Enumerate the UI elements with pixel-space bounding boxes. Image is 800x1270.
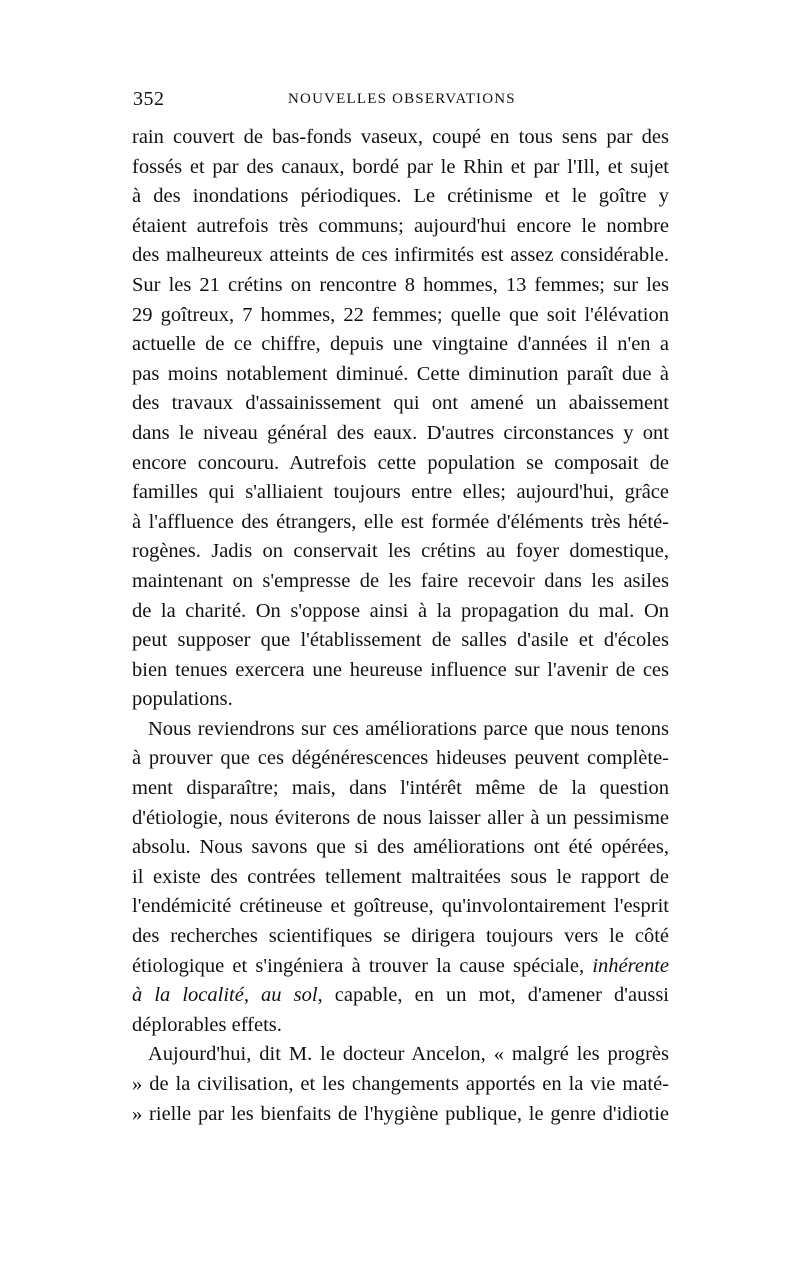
text-line: ment disparaître; mais, dans l'intérêt même de la question — [132, 777, 669, 800]
text-line: » de la civilisation, et les changements apportés en la vie maté- — [132, 1073, 669, 1095]
text-line: Nous reviendrons sur ces améliorations parce que nous tenons — [148, 717, 669, 740]
running-title: NOUVELLES OBSERVATIONS — [288, 91, 516, 107]
text-line: encore concouru. Autrefois cette population se composait de — [132, 451, 669, 474]
text-line: » rielle par les bienfaits de l'hygiène publique, le genre d'idiotie — [132, 1102, 669, 1125]
text-line: peut supposer que l'établissement de salles d'asile et d'écoles — [132, 629, 669, 652]
text-line: des travaux d'assainissement qui ont amené un abaissement — [132, 392, 669, 415]
page-number: 352 — [133, 88, 165, 110]
text-line: étaient autrefois très communs; aujourd'hui encore le nombre — [132, 214, 669, 237]
text-line: de la charité. On s'oppose ainsi à la propagation du mal. On — [132, 599, 669, 622]
text-line: dans le niveau général des eaux. D'autres circonstances y ont — [132, 421, 669, 444]
text-line: l'endémicité crétineuse et goîtreuse, qu'involontairement l'esprit — [132, 895, 669, 918]
italic-term: inhérente — [592, 954, 669, 977]
text-line: familles qui s'alliaient toujours entre elles; aujourd'hui, grâce — [132, 481, 669, 504]
text-line: rogènes. Jadis on conservait les crétins au foyer domestique, — [132, 540, 669, 563]
text-line: maintenant on s'empresse de les faire recevoir dans les asiles — [132, 569, 669, 592]
text-line: à des inondations périodiques. Le crétinisme et le goître y — [132, 185, 669, 208]
text-line: à l'affluence des étrangers, elle est formée d'éléments très hété- — [132, 510, 669, 533]
text-line: actuelle de ce chiffre, depuis une vingtaine d'années il n'en a — [132, 333, 669, 356]
text-line: absolu. Nous savons que si des améliorations ont été opérées, — [132, 836, 669, 859]
italic-term: à la localité, au sol, — [132, 984, 323, 1007]
text-line: rain couvert de bas-fonds vaseux, coupé en tous sens par des — [132, 126, 669, 148]
text-line: pas moins notablement diminué. Cette diminution paraît due à — [132, 362, 669, 385]
body-text — [132, 123, 669, 1129]
text-line: d'étiologie, nous éviterons de nous laisser aller à un pessimisme — [132, 806, 669, 829]
text-line-with-italic — [132, 981, 669, 1011]
text-line: 29 goîtreux, 7 hommes, 22 femmes; quelle que soit l'élévation — [132, 303, 669, 326]
text-line: déplorables effets. — [132, 1013, 282, 1036]
text-segment: capable, en un mot, d'amener d'aussi — [334, 984, 669, 1007]
running-head — [133, 88, 668, 118]
text-line: Aujourd'hui, dit M. le docteur Ancelon, « malgré les progrès — [148, 1043, 669, 1066]
text-line: fossés et par des canaux, bordé par le Rhin et par l'Ill, et sujet — [132, 155, 669, 178]
text-line: il existe des contrées tellement maltraitées sous le rapport de — [132, 865, 669, 888]
text-line: des malheureux atteints de ces infirmités est assez considérable. — [132, 244, 669, 267]
text-line: des recherches scientifiques se dirigera toujours vers le côté — [132, 925, 669, 948]
text-line: à prouver que ces dégénérescences hideuses peuvent complète- — [132, 747, 669, 770]
text-segment: étiologique et s'ingéniera à trouver la cause spéciale, — [132, 954, 585, 977]
text-line: populations. — [132, 688, 233, 711]
text-line: bien tenues exercera une heureuse influence sur l'avenir de ces — [132, 658, 669, 681]
text-line: Sur les 21 crétins on rencontre 8 hommes, 13 femmes; sur les — [132, 273, 669, 296]
text-line-with-italic — [132, 952, 669, 982]
